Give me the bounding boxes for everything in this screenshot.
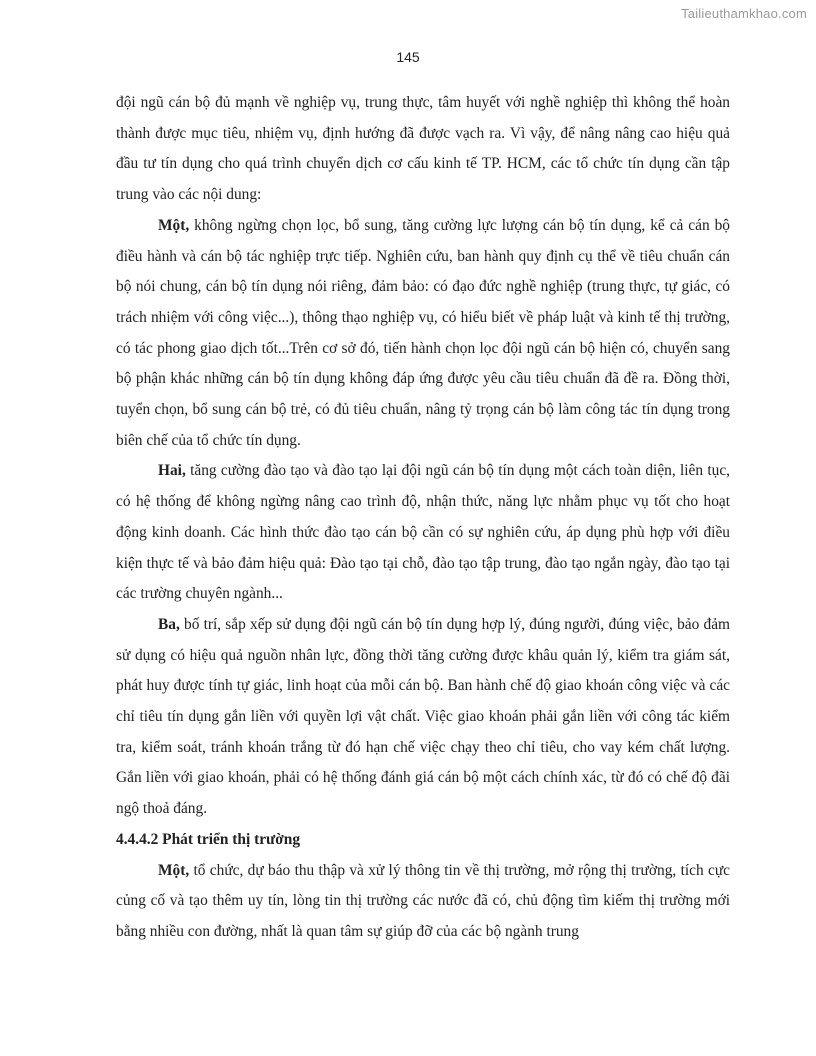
paragraph-lead: Một, (158, 861, 190, 879)
watermark: Tailieuthamkhao.com (681, 6, 807, 21)
paragraph-text: tổ chức, dự báo thu thập và xử lý thông tin về thị trường, mở rộng thị trường, tích cực củng cố và tạo thêm uy tín, lòng tin thị trường các nước đã có, chủ động tìm kiếm thị trường mới bằng nhiều con đường, nhất là quan tâm sự giúp đỡ của các bộ ngành trung (116, 861, 730, 940)
intro-paragraph: đội ngũ cán bộ đủ mạnh về nghiệp vụ, trung thực, tâm huyết với nghề nghiệp thì không thể hoàn thành được mục tiêu, nhiệm vụ, định hướng đã được vạch ra. Vì vậy, để nâng nâng cao hiệu quả đầu tư tín dụng cho quá trình chuyển dịch cơ cấu kinh tế TP. HCM, các tổ chức tín dụng cần tập trung vào các nội dung: (116, 94, 730, 204)
paragraph-text: tăng cường đào tạo và đào tạo lại đội ngũ cán bộ tín dụng một cách toàn diện, liên tục, có hệ thống để không ngừng nâng cao trình độ, nhận thức, năng lực nhằm phục vụ tốt cho hoạt động kinh doanh. Các hình thức đào tạo cán bộ cần có sự nghiên cứu, áp dụng phù hợp với điều kiện thực tế và bảo đảm hiệu quả: Đào tạo tại chỗ, đào tạo tập trung, đào tạo ngắn ngày, đào tạo tại các trường chuyên ngành... (116, 462, 730, 603)
paragraph-lead: Một, (158, 216, 190, 234)
section-heading: 4.4.4.2 Phát triển thị trường (116, 830, 301, 848)
paragraph-ba (116, 610, 730, 825)
page-number: 145 (396, 49, 420, 65)
paragraph-text: bố trí, sắp xếp sử dụng đội ngũ cán bộ tín dụng hợp lý, đúng người, đúng việc, bảo đảm sử dụng có hiệu quả nguồn nhân lực, đồng thời tăng cường được khâu quản lý, kiểm tra giám sát, phát huy được tính tự giác, linh hoạt của mỗi cán bộ. Ban hành chế độ giao khoán công việc và các chỉ tiêu tín dụng gắn liền với quyền lợi vật chất. Việc giao khoán phải gắn liền với công tác kiểm tra, kiểm soát, tránh khoán trắng từ đó hạn chế việc chạy theo chỉ tiêu, cho vay kém chất lượng. Gắn liền với giao khoán, phải có hệ thống đánh giá cán bộ một cách chính xác, từ đó có chế độ đãi ngộ thoả đáng. (116, 615, 730, 818)
paragraph-mot (116, 211, 730, 457)
paragraph-hai (116, 456, 730, 610)
paragraph-text: không ngừng chọn lọc, bổ sung, tăng cường lực lượng cán bộ tín dụng, kể cả cán bộ điều hành và cán bộ tác nghiệp trực tiếp. Nghiên cứu, ban hành quy định cụ thể về tiêu chuẩn cán bộ nói chung, cán bộ tín dụng nói riêng, đảm bảo: có đạo đức nghề nghiệp (trung thực, tự giác, có trách nhiệm với công việc...), thông thạo nghiệp vụ, có hiểu biết về pháp luật và kinh tế thị trường, có tác phong giao dịch tốt...Trên cơ sở đó, tiến hành chọn lọc đội ngũ cán bộ hiện có, chuyển sang bộ phận khác những cán bộ tín dụng không đáp ứng được yêu cầu tiêu chuẩn đã đề ra. Đồng thời, tuyển chọn, bổ sung cán bộ trẻ, có đủ tiêu chuẩn, nâng tỷ trọng cán bộ làm công tác tín dụng trong biên chế của tổ chức tín dụng. (116, 216, 730, 449)
paragraph-market-mot (116, 856, 730, 948)
paragraph-lead: Hai, (158, 462, 186, 480)
paragraph-lead: Ba, (158, 615, 180, 633)
document-body (116, 88, 730, 948)
